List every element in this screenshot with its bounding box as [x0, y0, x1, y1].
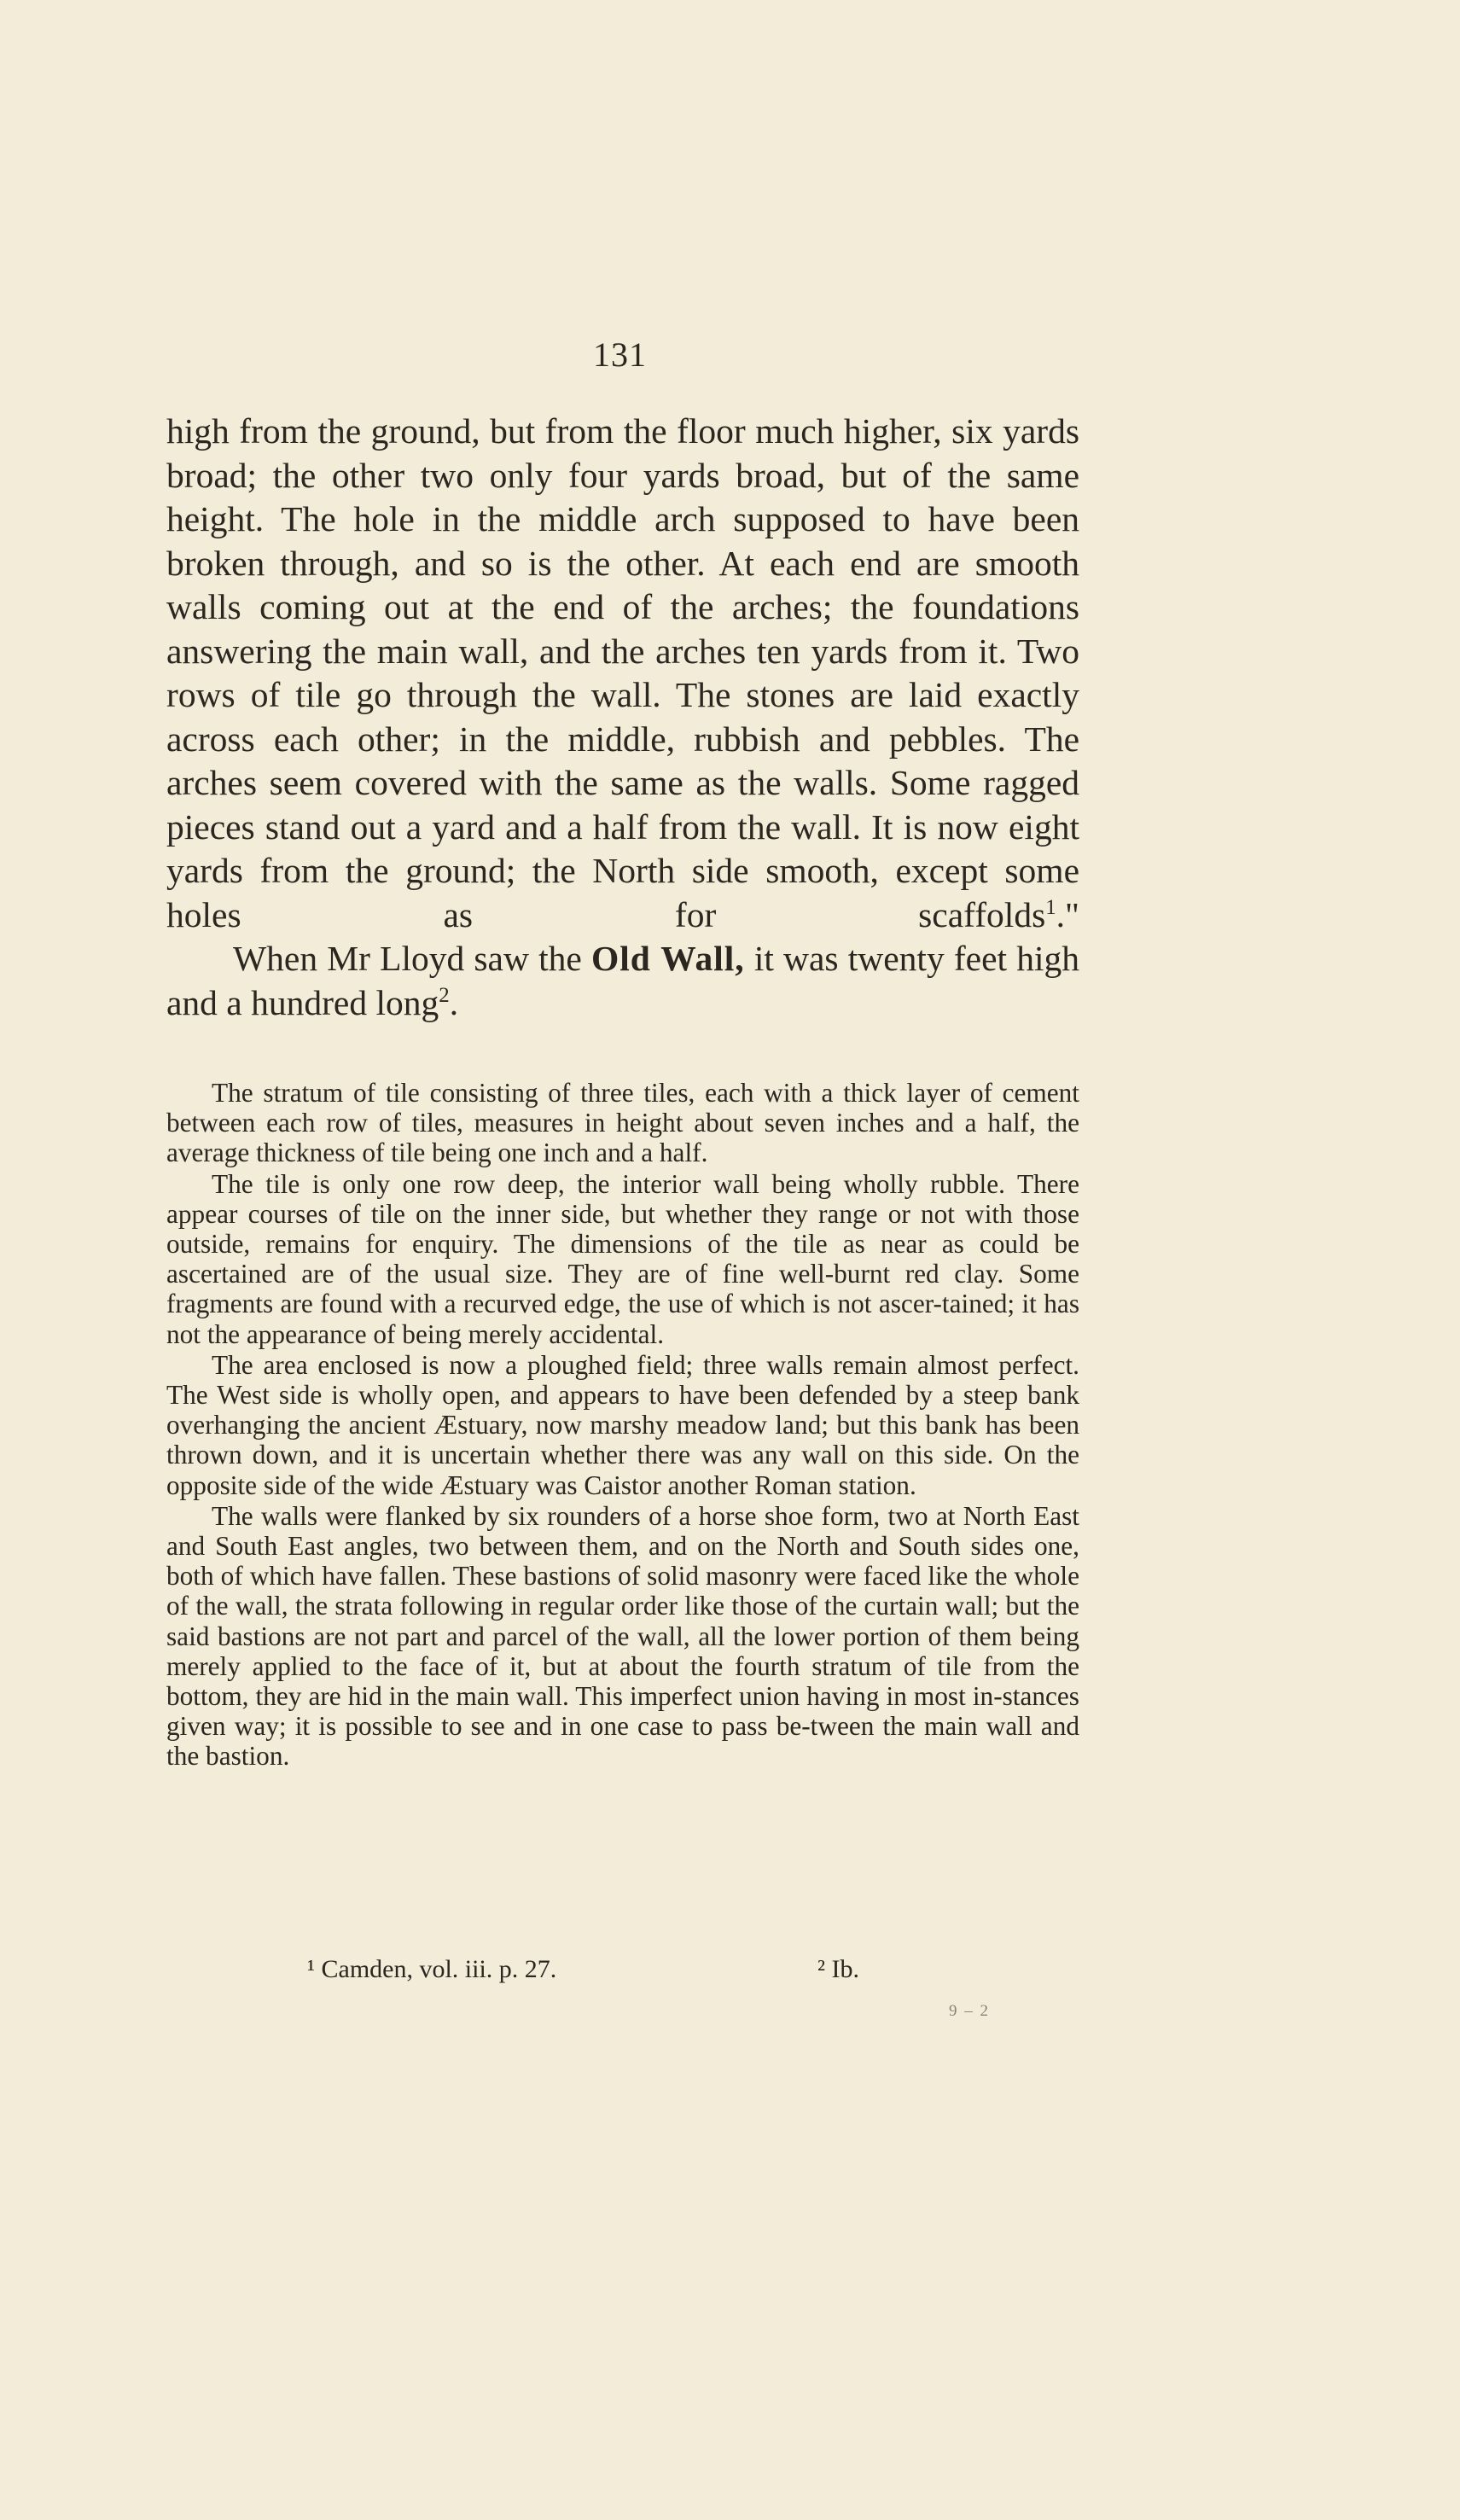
- footnote-1: ¹ Camden, vol. iii. p. 27.: [307, 1955, 557, 1983]
- note-text: The tile is only one row deep, the interior wall being wholly rubble. There appear courses of tile on the inner side, but whether they range or not with those outside, remains for enquiry. The dimensions of the tile as near as could be ascertained are of the usual size. They are of fine well-burnt red clay. Some fragments are found with a recurved edge, the use of which is not ascer-tained; it has not the appearance of being merely accidental.: [166, 1168, 1079, 1349]
- note-paragraph: [166, 1350, 1079, 1500]
- note-paragraph: [166, 1169, 1079, 1349]
- old-wall-blackletter: Old Wall,: [590, 939, 745, 978]
- main-paragraph-1-text: high from the ground, but from the floor much higher, six yards broad; the other two only four yards broad, but of the same height. The hole in the middle arch supposed to have been broken through, and so is the other. At each end are smooth walls coming out at the end of the arches; the foundations answering the main wall, and the arches ten yards from it. Two rows of tile go through the wall. The stones are laid exactly across each other; in the middle, rubbish and pebbles. The arches seem covered with the same as the walls. Some ragged pieces stand out a yard and a half from the wall. It is now eight yards from the ground; the North side smooth, except some holes as for scaffolds: [166, 411, 1079, 934]
- footnote-2: ² Ib.: [817, 1955, 859, 1983]
- main-paragraph-2-text-a: When Mr Lloyd saw the: [233, 939, 591, 978]
- notes-block: [166, 1078, 1079, 1772]
- main-text: [166, 410, 1079, 1025]
- page-number: 131: [593, 335, 647, 374]
- note-text: The area enclosed is now a ploughed field; three walls remain almost perfect. The West side is wholly open, and appears to have been defended by a steep bank overhanging the ancient Æstuary, now marshy meadow land; but this bank has been thrown down, and it is uncertain whether there was any wall on this side. On the opposite side of the wide Æstuary was Caistor another Roman station.: [166, 1349, 1079, 1500]
- note-text: The walls were flanked by six rounders of a horse shoe form, two at North East and South East angles, two between them, and on the North and South sides one, both of which have fallen. These bastions of solid masonry were faced like the whole of the wall, the strata following in regular order like those of the curtain wall; but the said bastions are not part and parcel of the wall, all the lower portion of them being merely applied to the face of it, but at about the fourth stratum of tile from the bottom, they are hid in the main wall. This imperfect union having in most in-stances given way; it is possible to see and in one case to pass be-tween the main wall and the bastion.: [166, 1500, 1079, 1772]
- main-paragraph-2-text-b: it was twenty feet high and a hundred long: [166, 939, 1079, 1022]
- note-text: The stratum of tile consisting of three tiles, each with a thick layer of cement between each row of tiles, measures in height about seven inches and a half, the average thickness of tile being one inch and a half.: [166, 1078, 1079, 1168]
- note-paragraph: [166, 1078, 1079, 1168]
- main-paragraph-2-end: .: [449, 982, 459, 1022]
- footnote-ref-2: 2: [439, 983, 450, 1007]
- note-paragraph: [166, 1501, 1079, 1772]
- signature-mark: 9 – 2: [949, 2002, 990, 2020]
- main-paragraph-2: [166, 937, 1079, 1025]
- footnote-ref-1: 1: [1045, 895, 1056, 919]
- main-paragraph-1: [166, 410, 1079, 937]
- main-paragraph-1-end: .": [1056, 894, 1079, 934]
